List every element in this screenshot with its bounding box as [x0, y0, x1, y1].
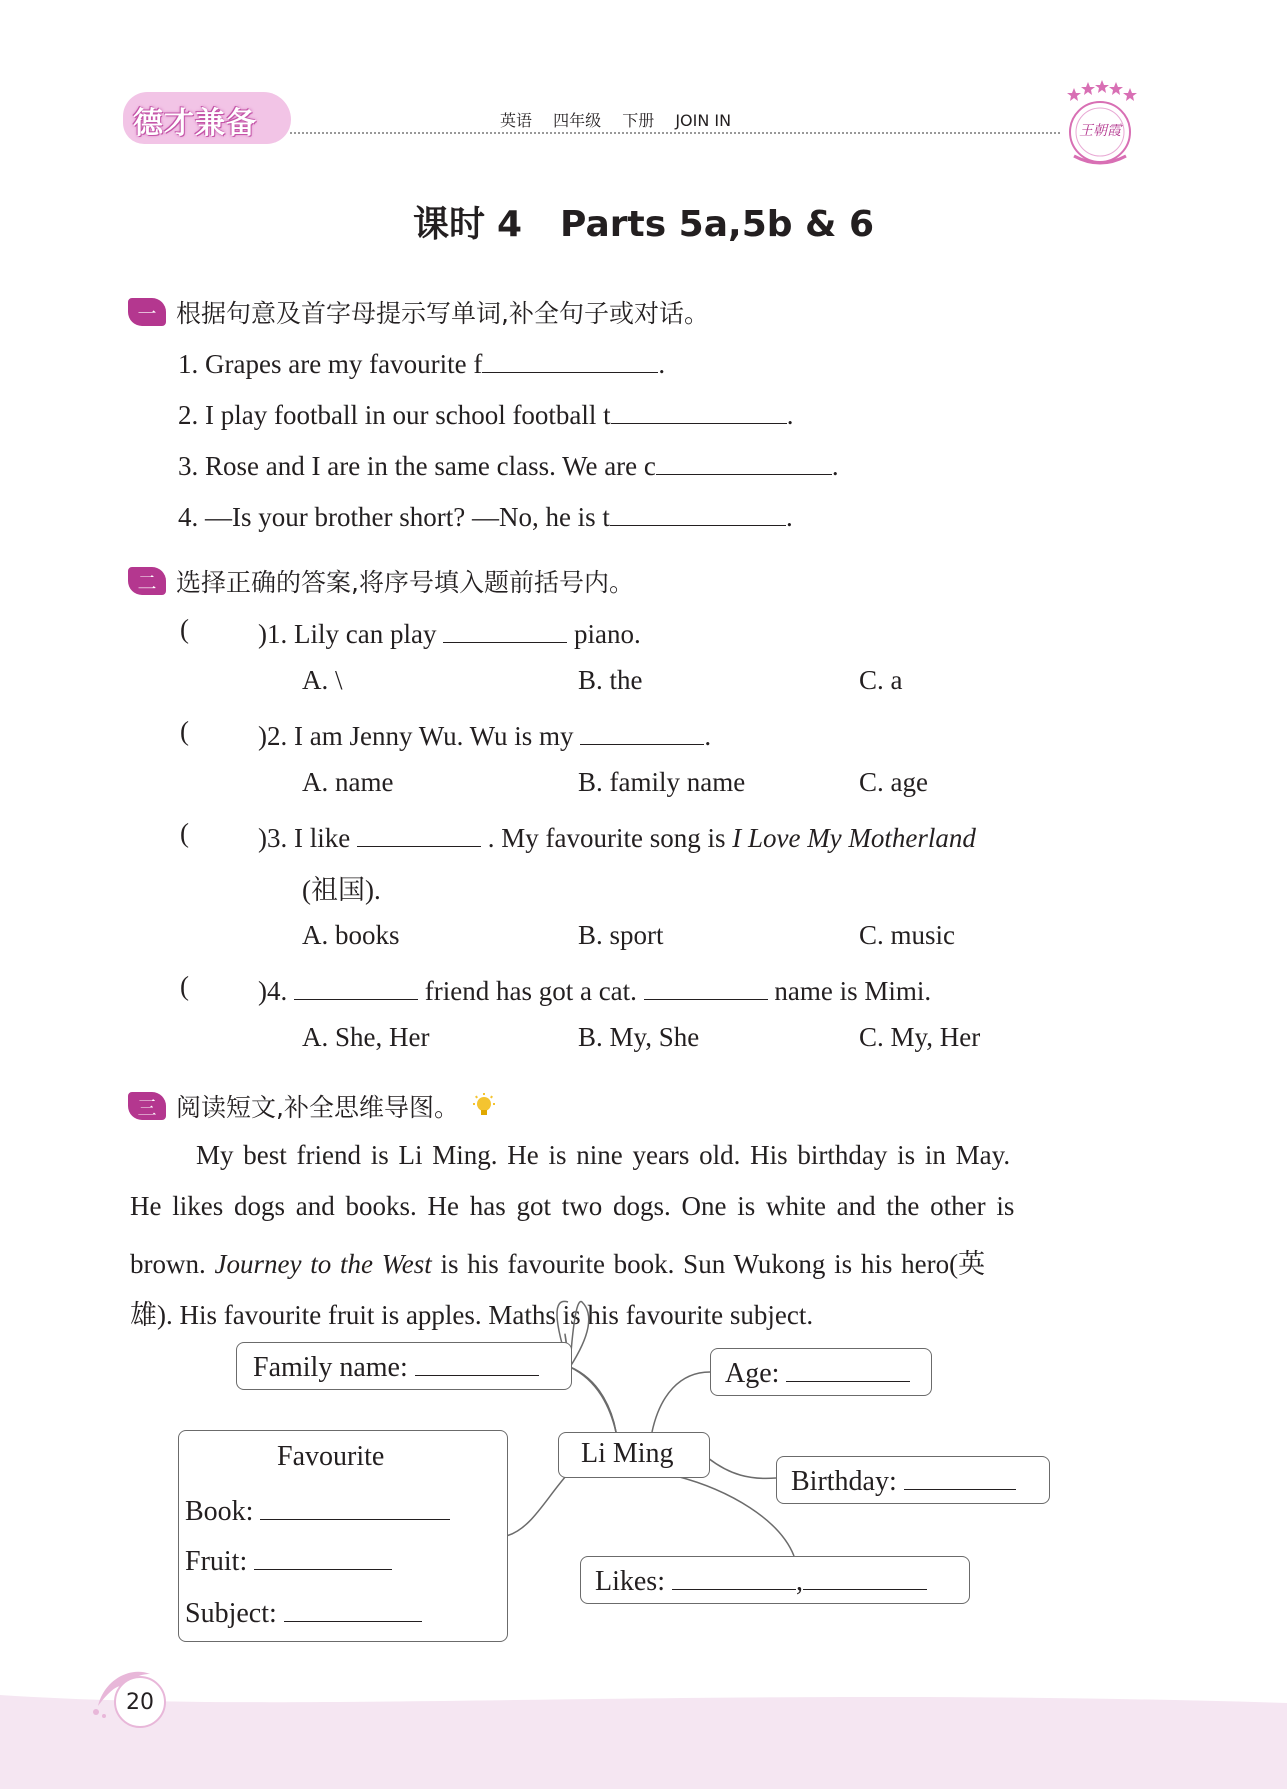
- family-name-label: Family name:: [253, 1352, 408, 1383]
- section-3-instruction: 阅读短文,补全思维导图。: [176, 1093, 459, 1122]
- s2-q2-option-b[interactable]: B. family name: [578, 767, 746, 797]
- stamp-text: 王朝霞: [1079, 123, 1121, 139]
- song-title: I Love My Motherland: [732, 823, 976, 853]
- header-volume: 下册: [622, 111, 655, 130]
- age-label: Age:: [725, 1358, 780, 1389]
- section-2-instruction: 选择正确的答案,将序号填入题前括号内。: [176, 568, 634, 597]
- s2-q2-option-c[interactable]: C. age: [859, 767, 928, 797]
- s2-q1-option-a[interactable]: A. \: [302, 665, 343, 695]
- likes-box: [580, 1556, 970, 1604]
- likes-blank-1[interactable]: [672, 1563, 796, 1590]
- s2-question-3: )3. I like . My favourite song is I Love My Motherland: [258, 818, 976, 854]
- book-blank[interactable]: [260, 1493, 450, 1520]
- passage-line-2: He likes dogs and books. He has got two dogs. One is white and the other is: [130, 1191, 1015, 1221]
- s1-question-1: 1. Grapes are my favourite f .: [178, 344, 665, 380]
- s1-question-2: 2. I play football in our school football t .: [178, 395, 793, 431]
- favourite-title: Favourite: [277, 1441, 385, 1472]
- section-3-badge: 三: [128, 1092, 166, 1120]
- s1-question-4: 4. —Is your brother short? —No, he is t .: [178, 497, 793, 533]
- center-label: Li Ming: [581, 1438, 674, 1469]
- family-name-box: [236, 1342, 572, 1390]
- page-number: 20: [114, 1676, 166, 1728]
- s2-q4-option-c[interactable]: C. My, Her: [859, 1022, 981, 1052]
- header-grade: 四年级: [553, 111, 602, 130]
- title-lesson: 课时: [412, 204, 485, 245]
- fruit-label: Fruit:: [185, 1546, 248, 1577]
- answer-paren-open: (: [180, 716, 189, 746]
- s2-q3-option-b[interactable]: B. sport: [578, 920, 664, 950]
- favourite-box: [178, 1430, 508, 1642]
- birthday-box: [776, 1456, 1050, 1504]
- s2-q1-option-b[interactable]: B. the: [578, 665, 643, 695]
- age-blank[interactable]: [786, 1355, 910, 1382]
- subject-blank[interactable]: [284, 1595, 422, 1622]
- s2-q4-option-a[interactable]: A. She, Her: [302, 1022, 430, 1052]
- header-edition: JOIN IN: [675, 111, 732, 130]
- passage-line-4: 雄). His favourite fruit is apples. Maths is his favourite subject.: [130, 1300, 814, 1330]
- section-1-badge: 一: [128, 298, 166, 326]
- title-number: 4: [496, 204, 523, 245]
- section-1-instruction: 根据句意及首字母提示写单词,补全句子或对话。: [176, 299, 709, 328]
- answer-paren-open: (: [180, 971, 189, 1001]
- s2-q2-option-a[interactable]: A. name: [302, 767, 394, 797]
- answer-paren-open: (: [180, 614, 189, 644]
- likes-label: Likes:: [595, 1566, 665, 1597]
- family-name-blank[interactable]: [415, 1349, 539, 1376]
- section-2-badge: 二: [128, 567, 166, 595]
- footer-background: [0, 1685, 1287, 1789]
- birthday-blank[interactable]: [904, 1463, 1016, 1490]
- s2-q1-option-c[interactable]: C. a: [859, 665, 903, 695]
- passage-line-3: brown. Journey to the West is his favourite book. Sun Wukong is his hero(英: [130, 1249, 986, 1279]
- answer-paren-open: (: [180, 818, 189, 848]
- s2-question-4: )4. friend has got a cat. name is Mimi.: [258, 971, 931, 1007]
- title-parts: Parts 5a,5b & 6: [560, 204, 875, 245]
- subject-label: Subject:: [185, 1598, 277, 1629]
- center-node: [558, 1432, 710, 1478]
- logo-text: 德才兼备: [133, 106, 257, 141]
- s2-q3-option-a[interactable]: A. books: [302, 920, 400, 950]
- s2-q3-continuation: (祖国).: [302, 875, 381, 905]
- s2-question-1: )1. Lily can play piano.: [258, 614, 641, 650]
- fruit-blank[interactable]: [254, 1543, 392, 1570]
- s1-question-3: 3. Rose and I are in the same class. We are c .: [178, 446, 839, 482]
- book-title: Journey to the West: [214, 1249, 432, 1279]
- s2-q3-option-c[interactable]: C. music: [859, 920, 956, 950]
- birthday-label: Birthday:: [791, 1466, 897, 1497]
- passage-line-1: My best friend is Li Ming. He is nine years old. His birthday is in May.: [196, 1140, 1011, 1170]
- header-subject: 英语: [500, 111, 533, 130]
- likes-blank-2[interactable]: [803, 1563, 927, 1590]
- likes-separator: ,: [796, 1566, 803, 1597]
- age-box: [710, 1348, 932, 1396]
- s2-question-2: )2. I am Jenny Wu. Wu is my .: [258, 716, 711, 752]
- book-label: Book:: [185, 1496, 254, 1527]
- s2-q4-option-b[interactable]: B. My, She: [578, 1022, 700, 1052]
